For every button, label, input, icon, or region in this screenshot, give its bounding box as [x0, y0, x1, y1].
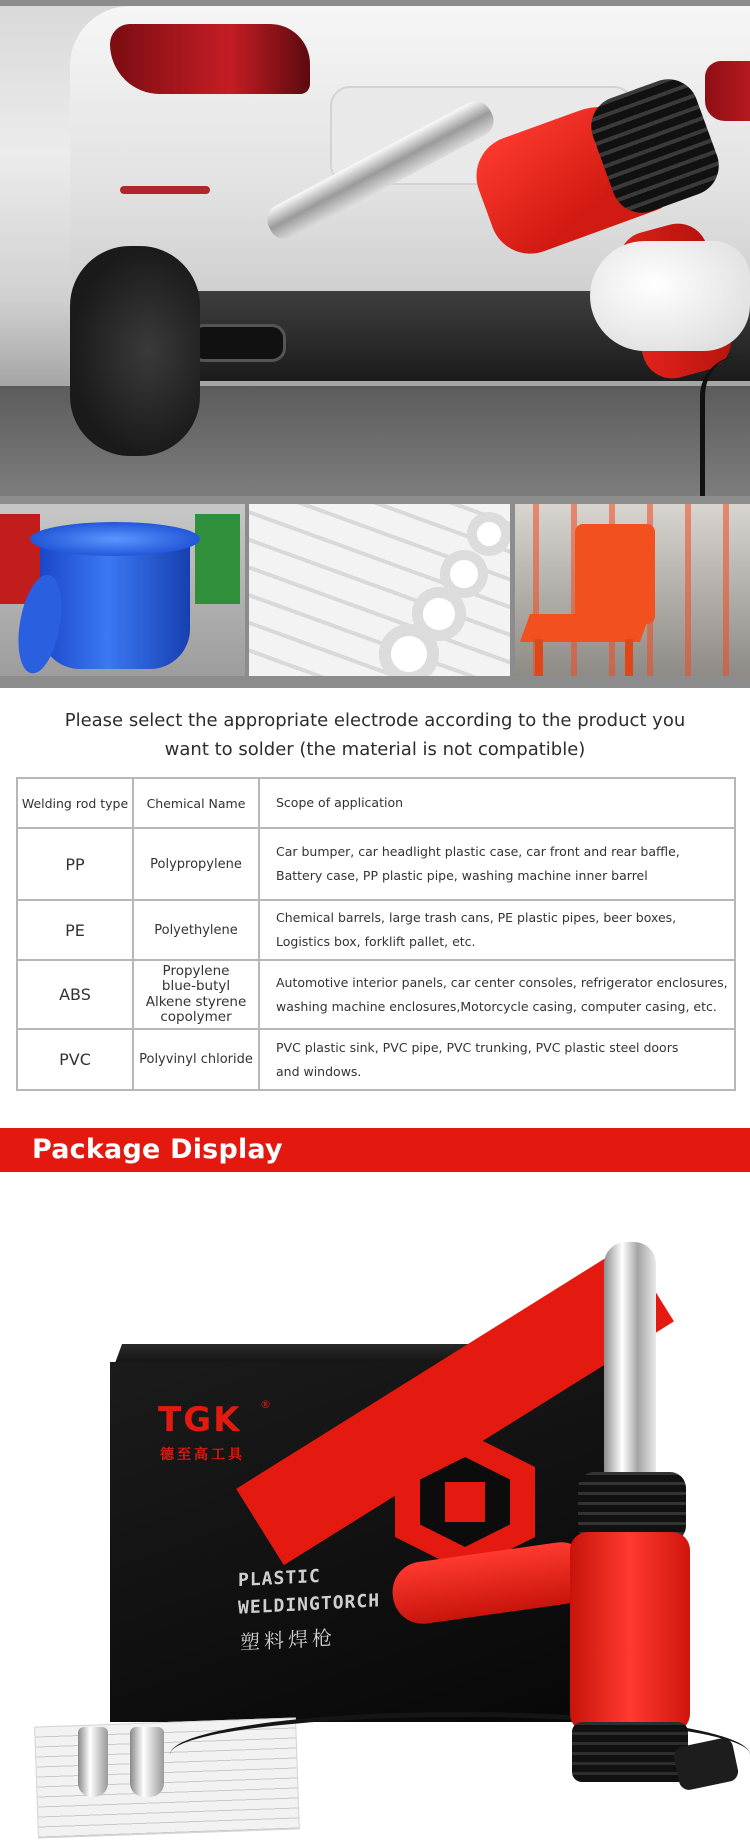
taillight-right [705, 61, 750, 121]
heat-gun-air-intake [572, 1722, 688, 1782]
power-cord [700, 356, 745, 496]
header-chemical-name: Chemical Name [133, 778, 259, 828]
chair-seat [520, 614, 650, 642]
rod-type-cell: PP [17, 828, 133, 900]
heat-gun-body [570, 1532, 690, 1732]
table-row [17, 828, 735, 900]
spare-nozzle [78, 1727, 108, 1797]
chair-leg [535, 639, 543, 676]
heat-gun-nozzle [604, 1242, 656, 1492]
scope-cell [259, 1029, 735, 1090]
exhaust-tip [190, 324, 286, 362]
chemical-name-line: Alkene styrene [145, 993, 247, 1010]
scope-line: PVC plastic sink, PVC pipe, PVC trunking, PVC plastic steel doors [276, 1039, 679, 1055]
scope-line: Automotive interior panels, car center consoles, refrigerator enclosures, [276, 974, 728, 990]
white-glove-hand [590, 241, 750, 351]
rod-type-cell: ABS [17, 960, 133, 1029]
bumper-reflector [120, 186, 210, 194]
rear-tire [70, 246, 200, 456]
table-row [17, 1029, 735, 1090]
instruction-line-1: Please select the appropriate electrode according to the product you [64, 710, 686, 731]
rod-type-cell: PE [17, 900, 133, 960]
photo-plastic-bucket [0, 504, 245, 676]
green-bin [195, 514, 240, 604]
chemical-name-line: blue-butyl [161, 978, 231, 994]
header-rod-type: Welding rod type [17, 778, 133, 828]
scope-line: Chemical barrels, large trash cans, PE plastic pipes, beer boxes, [276, 910, 677, 925]
chemical-name-line: Propylene [162, 962, 230, 979]
scope-line: Car bumper, car headlight plastic case, car front and rear baffle, [276, 844, 680, 859]
hero-photo-car-bumper-welding [0, 6, 750, 496]
application-photo-strip [0, 496, 750, 688]
registered-mark: ® [260, 1398, 271, 1411]
spare-nozzle [130, 1727, 164, 1797]
table-row [17, 900, 735, 960]
box-label-line-3: 塑料焊枪 [240, 1625, 336, 1655]
scope-line: Battery case, PP plastic pipe, washing machine inner barrel [276, 868, 648, 883]
chair-leg [625, 639, 633, 676]
photo-pvc-pipes [249, 504, 510, 676]
scope-line: and windows. [276, 1063, 362, 1079]
scope-cell [259, 828, 735, 900]
chemical-name-cell [133, 960, 259, 1029]
chemical-name-cell: Polyethylene [133, 900, 259, 960]
banner-title: Package Display [32, 1134, 283, 1165]
box-brand-chinese: 德至高工具 [160, 1447, 245, 1463]
chemical-name-line: copolymer [160, 1009, 232, 1025]
bucket-rim [30, 522, 200, 556]
box-label-line-1: PLASTIC [238, 1565, 321, 1592]
chemical-name-cell: Polypropylene [133, 828, 259, 900]
box-label-line-2: WELDINGTORCH [238, 1590, 381, 1619]
scope-cell [259, 960, 735, 1029]
photo-plastic-chairs [515, 504, 750, 676]
scope-cell [259, 900, 735, 960]
electrode-instruction [40, 706, 710, 764]
chair-back [575, 524, 655, 624]
header-scope: Scope of application [259, 778, 735, 828]
table-row [17, 960, 735, 1029]
instruction-line-2: want to solder (the material is not compatible) [164, 739, 586, 760]
pipe-stack [249, 504, 510, 676]
box-brand-logo: TGK [158, 1400, 242, 1440]
package-display-photo [0, 1172, 750, 1844]
welding-rod-table [16, 777, 736, 1091]
chemical-name-cell: Polyvinyl chloride [133, 1029, 259, 1090]
table-header-row [17, 778, 735, 828]
taillight-left [110, 24, 310, 94]
scope-line: washing machine enclosures,Motorcycle casing, computer casing, etc. [276, 998, 717, 1014]
hexagon-logo-core [445, 1482, 485, 1522]
scope-line: Logistics box, forklift pallet, etc. [276, 934, 476, 949]
rod-type-cell: PVC [17, 1029, 133, 1090]
section-banner [0, 1128, 750, 1172]
